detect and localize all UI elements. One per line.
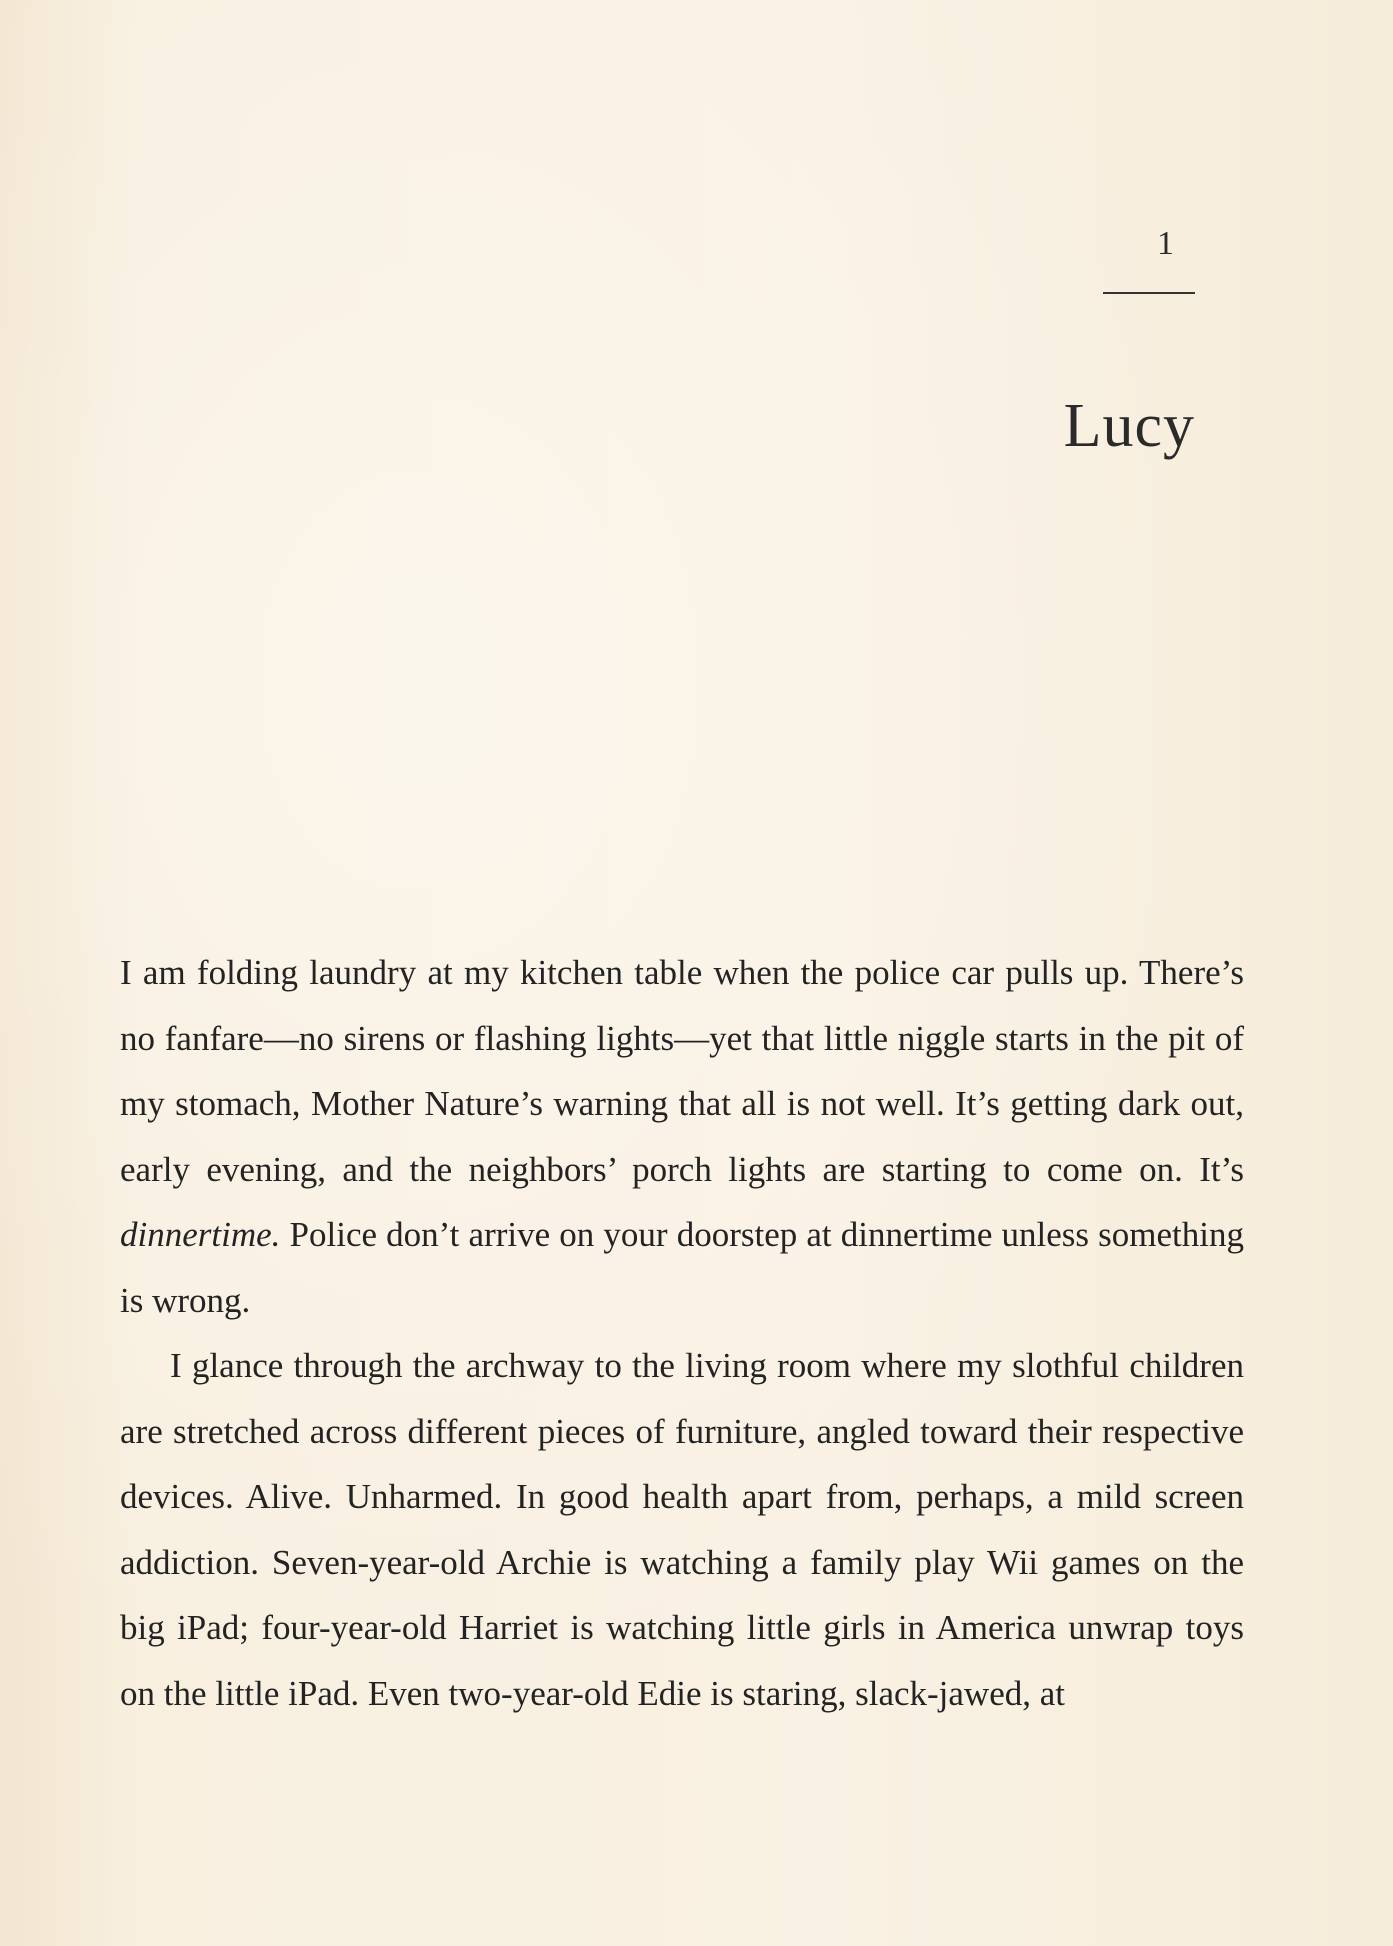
chapter-title: Lucy: [1063, 392, 1195, 460]
paragraph-1-text-end: Police don’t arrive on your doorstep at dinnertime unless something is wrong.: [120, 1215, 1244, 1320]
paragraph-1-text-start: I am folding laundry at my kitchen table when the police car pulls up. There’s no fanfare—no sirens or flashing lights—yet that little niggle starts in the pit of my stomach, Mother Nature’s warning that all is not well. It’s getting dark out, early evening, and the neighbors’ porch lights are starting to come on. It’s: [120, 953, 1244, 1189]
chapter-divider: [1103, 292, 1195, 294]
chapter-number: 1: [1157, 225, 1175, 262]
paragraph-1-emphasis: dinnertime.: [120, 1215, 281, 1254]
chapter-body: [120, 940, 1244, 1726]
paragraph-2: I glance through the archway to the living room where my slothful children are stretched across different pieces of furniture, angled toward their respective devices. Alive. Unharmed. In good health apart from, perhaps, a mild screen addiction. Seven-year-old Archie is watching a family play Wii games on the big iPad; four-year-old Harriet is watching little girls in America unwrap toys on the little iPad. Even two-year-old Edie is staring, slack-jawed, at: [120, 1346, 1244, 1713]
paragraph-1: [120, 940, 1244, 1333]
